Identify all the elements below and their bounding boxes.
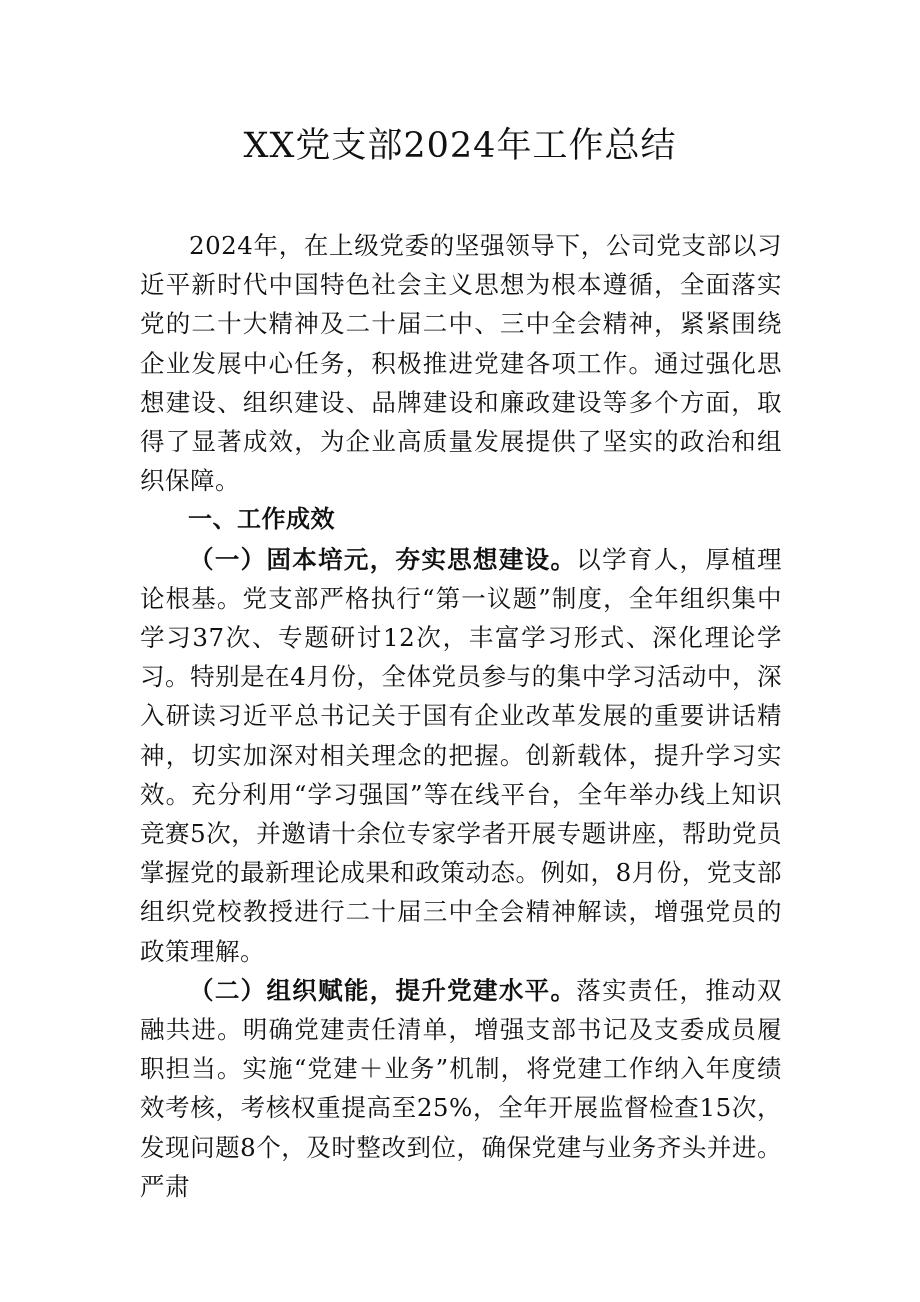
intro-paragraph: 2024年，在上级党委的坚强领导下，公司党支部以习近平新时代中国特色社会主义思想为根本遵循，全面落实党的二十大精神及二十届二中、三中全会精神，紧紧围绕企业发展中心任务，积极推进党建各项工作。通过强化思想建设、组织建设、品牌建设和廉政建设等多个方面，取得了显著成效，为企业高质量发展提供了坚实的政治和组织保障。 (140, 231, 782, 496)
item-2-text: 落实责任，推动双融共进。明确党建责任清单，增强支部书记及支委成员履职担当。实施“党建＋业务”机制，将党建工作纳入年度绩效考核，考核权重提高至25%，全年开展监督检查15次，发现问题8个，及时整改到位，确保党建与业务齐头并进。严肃 (140, 975, 783, 1201)
item-1-lead: （一）固本培元，夯实思想建设。 (189, 544, 577, 574)
document-title: XX党支部2024年工作总结 (243, 126, 677, 166)
document-body (140, 226, 782, 1206)
item-1-text: 以学育人，厚植理论根基。党支部严格执行“第一议题”制度，全年组织集中学习37次、专题研讨12次，丰富学习形式、深化理论学习。特别是在4月份，全体党员参与的集中学习活动中，深入研读习近平总书记关于国有企业改革发展的重要讲话精神，切实加深对相关理念的把握。创新载体，提升学习实效。充分利用“学习强国”等在线平台，全年举办线上知识竞赛5次，并邀请十余位专家学者开展专题讲座，帮助党员掌握党的最新理论成果和政策动态。例如，8月份，党支部组织党校教授进行二十届三中全会精神解读，增强党员的政策理解。 (140, 544, 783, 966)
section-heading: 一、工作成效 (188, 505, 335, 534)
item-2-paragraph (140, 971, 782, 1206)
item-2-lead: （二）组织赋能，提升党建水平。 (189, 975, 577, 1005)
item-1-paragraph (140, 540, 782, 971)
